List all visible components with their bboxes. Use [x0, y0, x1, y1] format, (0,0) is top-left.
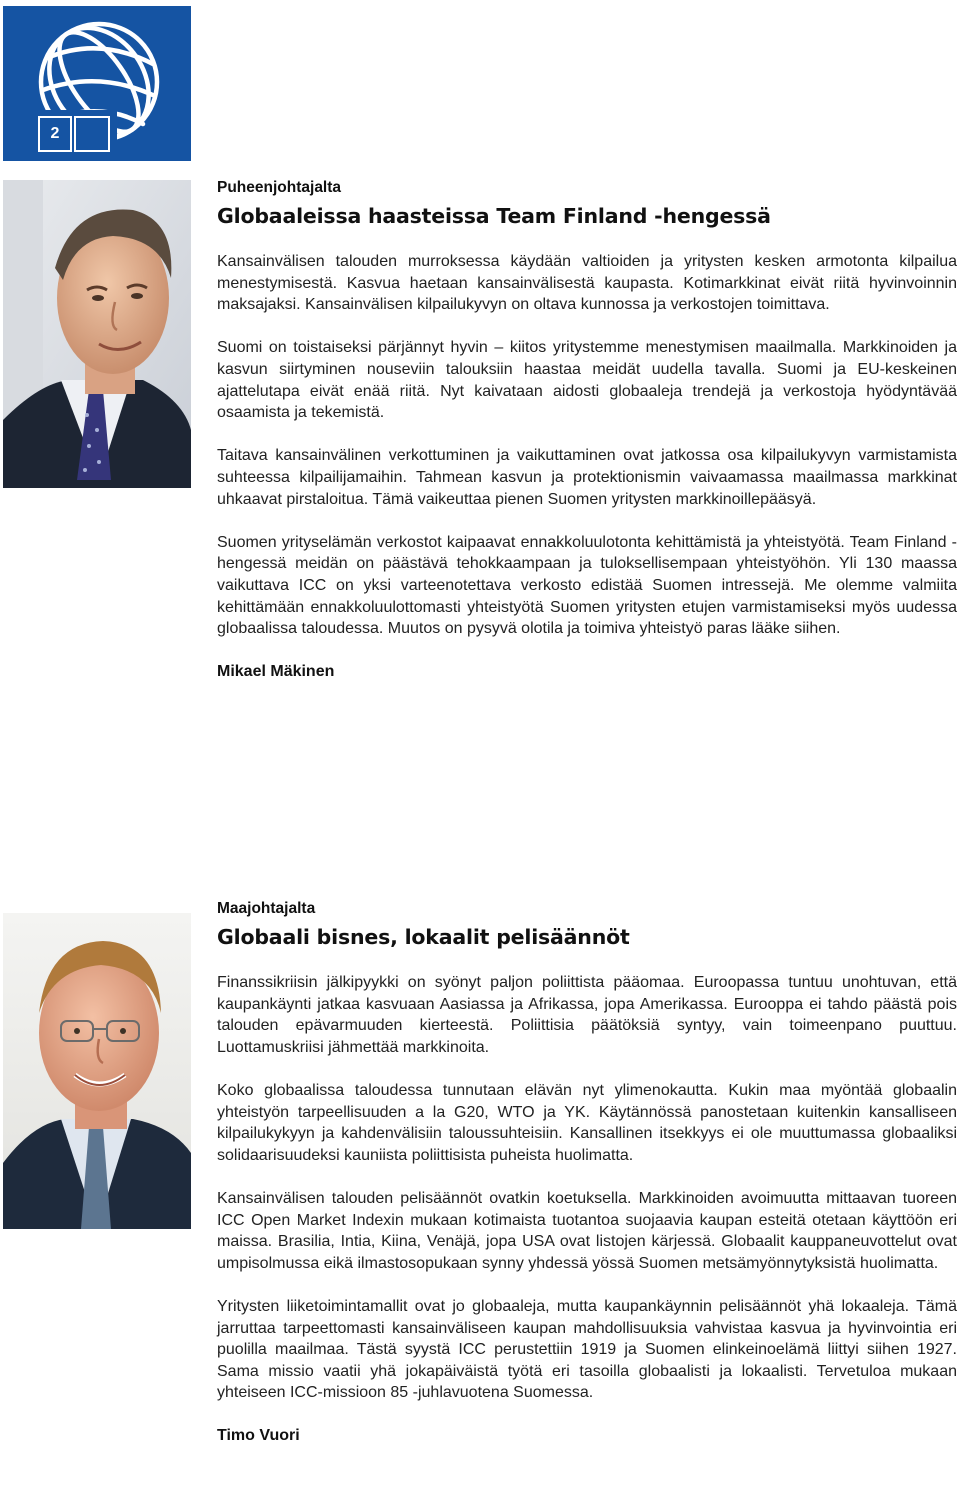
- portrait-chairman: [3, 180, 191, 488]
- section-kicker: Maajohtajalta: [217, 900, 316, 917]
- director-section: [217, 899, 957, 1447]
- section-body: [217, 972, 957, 1404]
- paragraph: Yritysten liiketoimintamallit ovat jo globaaleja, mutta kaupankäynnin pelisäännöt yhä lokaaleja. Tämä jarruttaa tarpeettomasti kansainväliseen kaupan mahdollisuuksia vahvistaa kasvua ja hyvinvointia eri puolilla maailmaa. Tästä syystä ICC perustettiin 1919 ja Suomen elinkeinoelämä liittyi siihen 1927. Sama missio vaatii yhä jokapäiväistä työtä eri tasoilla globaalisti ja lokaalisti. Tervetuloa mukaan yhteiseen ICC-missioon 85 -juhlavuotena Suomessa.: [217, 1297, 957, 1402]
- paragraph: Taitava kansainvälinen verkottuminen ja vaikuttaminen ovat jatkossa osa kilpailukyvyn varmistamista suhteessa kilpailijamaihin. Tahmean kasvun ja protektionismin vaivaamassa maailmassa markkinat uhkaavat pirstaloitua. Tämä vaikeuttaa pienen Suomen yritysten markkinoillepääsyä.: [217, 447, 957, 508]
- page-number: 2: [38, 116, 72, 152]
- section-title: Globaaleissa haasteissa Team Finland -hengessä: [217, 204, 771, 228]
- paragraph: Kansainvälisen talouden murroksessa käydään valtioiden ja yritysten kesken armotonta kilpailua menestymisestä. Kasvua haetaan kansainvälisestä kaupasta. Kotimarkkinat eivät riitä hyvinvoinnin maksajaksi. Kansainvälisen kilpailukyvyn on oltava kunnossa ja verkostojen toimittava.: [217, 253, 957, 314]
- paragraph: Koko globaalissa taloudessa tunnutaan elävän nyt ylimenokautta. Kukin maa myöntää globaalin yhteistyön tarpeellisuuden a la G20, WTO ja YK. Käytännössä panostetaan kuitenkin kansalliseen kilpailukykyyn ja kahdenvälisiin taloussuhteisiin. Kansallinen itsekkyys ei ole muuttumassa globaaliksi solidaarisuudeksi kauniista poliittisista puheista huolimatta.: [217, 1081, 957, 1164]
- chairman-section: [217, 178, 957, 683]
- paragraph: Suomen yrityselämän verkostot kaipaavat ennakkoluulotonta kehittämistä ja yhteistyötä. Team Finland -hengessä meidän on päästävä tehokkaampaan ja tuloksellisempaan yhteistyöhön. Yli 130 maassa vaikuttava ICC on yksi varteenotettava verkosto edistää Suomen intressejä. Me olemme valmiita kehittämään ennakkoluulottomasti yhteistyötä Suomen yritysten etujen varmistamiseksi myös uudessa globaalissa taloudessa. Muutos on pysyvä olotila ja toimiva yhteistyö paras lääke siihen.: [217, 533, 957, 638]
- section-kicker: Puheenjohtajalta: [217, 179, 342, 196]
- section-title: Globaali bisnes, lokaalit pelisäännöt: [217, 925, 630, 949]
- section-body: [217, 251, 957, 640]
- page-number-box: [74, 116, 110, 152]
- paragraph: Finanssikriisin jälkipyykki on syönyt paljon poliittista pääomaa. Euroopassa tuntuu unohtuvan, että kaupankäynti jatkaa kasvuaan Aasiassa ja Afrikassa, jopa Amerikassa. Eurooppa ei tahdo päästä pois talouden epävarmuuden kierteestä. Poliittisia päätöksiä syntyy, vain toimeenpano puuttuu. Luottamuskriisi jähmettää markkinoita.: [217, 974, 957, 1056]
- globe-logo: [3, 6, 191, 161]
- paragraph: Kansainvälisen talouden pelisäännöt ovatkin koetuksella. Markkinoiden avoimuutta mittaavan tuoreen ICC Open Market Indexin mukaan kotimaista tuotantoa suojaavia kaupan esteitä otetaan käyttöön eri maissa. Brasilia, Intia, Kiina, Venäjä, jopa USA ovat listojen kärjessä. Globaalit kauppaneuvottelut ovat umpisolmussa eikä ilmastosopukaan synny yhdessä yössä Suomen metsämyönnytyksistä huolimatta.: [217, 1189, 957, 1272]
- signature: Timo Vuori: [217, 1427, 300, 1445]
- paragraph: Suomi on toistaiseksi pärjännyt hyvin – kiitos yritystemme menestymisen maailmalla. Markkinoiden ja kasvun siirtyminen nouseviin talouksiin haastaa meidät uudella tavalla. Suomi ja EU-keskeinen ajattelutapa eivät enää riitä. Nyt kaivataan aidosti globaaleja trendejä ja verkostoja hyödyntävää osaamista ja tekemistä.: [217, 339, 957, 422]
- signature: Mikael Mäkinen: [217, 663, 335, 681]
- portrait-director: [3, 913, 191, 1229]
